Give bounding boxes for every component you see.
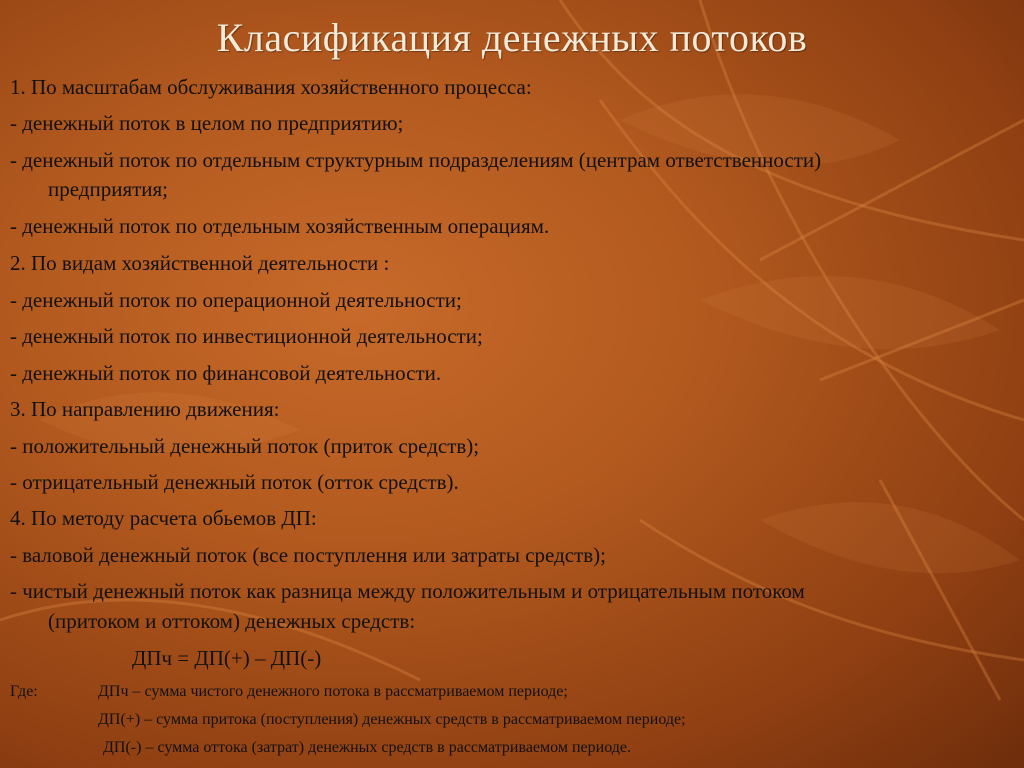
section-1-heading: 1. По масштабам обслуживания хозяйственного процесса: xyxy=(10,75,532,99)
list-item: - денежный поток по финансовой деятельности. xyxy=(10,361,442,385)
list-item: - валовой денежный поток (все поступлення или затраты средств); xyxy=(10,543,607,567)
section-4-heading: 4. По методу расчета обьемов ДП: xyxy=(10,506,317,530)
list-item: - денежный поток по отдельным структурным подразделениям (центрам ответственности) xyxy=(10,148,822,172)
formula: ДПч = ДП(+) – ДП(-) xyxy=(132,646,322,670)
list-item: - денежный поток в целом по предприятию; xyxy=(10,111,404,135)
section-2-heading: 2. По видам хозяйственной деятельности : xyxy=(10,251,390,275)
list-item-continuation: (притоком и оттоком) денежных средств: xyxy=(48,609,416,633)
definition-line: ДП(-) – сумма оттока (затрат) денежных средств в рассматриваемом периоде. xyxy=(103,739,631,756)
list-item-continuation: предприятия; xyxy=(48,177,169,201)
list-item: - денежный поток по инвестиционной деятельности; xyxy=(10,324,483,348)
where-label: Где: xyxy=(10,683,38,700)
list-item: - чистый денежный поток как разница между положительным и отрицательным потоком xyxy=(10,579,805,603)
slide-title: Класификация денежных потоков xyxy=(216,15,808,60)
list-item: - положительный денежный поток (приток средств); xyxy=(10,434,480,458)
list-item: - денежный поток по операционной деятельности; xyxy=(10,288,462,312)
section-3-heading: 3. По направлению движения: xyxy=(10,397,280,421)
list-item: - денежный поток по отдельным хозяйственным операциям. xyxy=(10,214,550,238)
definition-line: ДП(+) – сумма притока (поступления) денежных средств в рассматриваемом периоде; xyxy=(98,711,686,728)
list-item: - отрицательный денежный поток (отток средств). xyxy=(10,470,459,494)
definition-line: ДПч – сумма чистого денежного потока в рассматриваемом периоде; xyxy=(98,683,568,700)
